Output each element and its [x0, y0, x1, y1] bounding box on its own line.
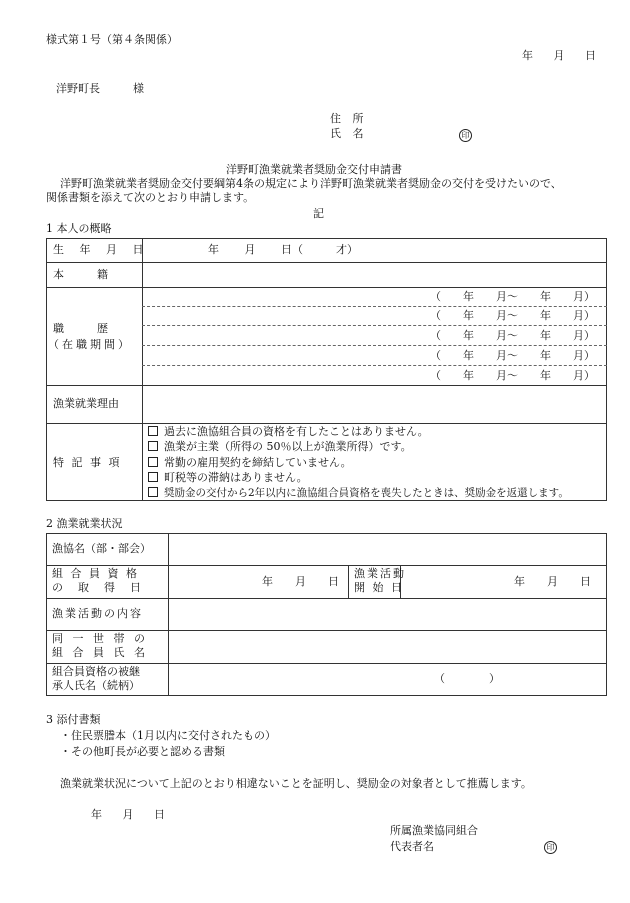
cooperative-name-label: 所属漁業協同組合 — [390, 824, 478, 837]
checkbox-icon[interactable] — [148, 472, 158, 482]
cooperative-label: 漁協名（部・部会） — [52, 542, 151, 555]
intro-line-2: 関係書類を添えて次のとおり申請します。 — [46, 191, 255, 204]
checkbox-icon[interactable] — [148, 487, 158, 497]
attachment-item: ・住民票謄本（1月以内に交付されたもの） — [60, 729, 276, 742]
household-label: 同 一 世 帯 の — [52, 632, 148, 645]
seal-mark-icon: 印 — [459, 129, 472, 142]
career-period-row[interactable]: （ 年 月～ 年 月） — [430, 369, 595, 382]
checkbox-icon[interactable] — [148, 426, 158, 436]
certification-text: 漁業就業状況について上記のとおり相違ないことを証明し、奨励金の対象者として推薦します。 — [60, 777, 532, 790]
activity-start-label: 漁業活動 — [354, 567, 406, 580]
addressee: 洋野町長 様 — [56, 82, 144, 95]
activity-start-date[interactable]: 年 月 日 — [514, 575, 591, 588]
successor-label-2: 承人氏名（続柄） — [52, 679, 140, 692]
document-title: 洋野町漁業就業者奨励金交付申請書 — [226, 163, 402, 176]
representative-label: 代表者名 — [390, 840, 434, 853]
activity-start-label-2: 開 始 日 — [354, 581, 404, 594]
household-label-2: 組 合 員 氏 名 — [52, 646, 148, 659]
special-item: 町税等の滞納はありません。 — [148, 471, 308, 485]
special-notes-label: 特 記 事 項 — [53, 456, 122, 469]
birth-label: 生 年 月 日 — [53, 243, 150, 256]
form-number: 様式第１号（第４条関係） — [46, 33, 178, 46]
name-label: 氏 名 — [330, 127, 368, 140]
honseki-label: 本 籍 — [53, 268, 108, 281]
career-label: 職 歴 — [53, 322, 108, 335]
membership-label: 組 合 員 資 格 — [52, 567, 139, 580]
special-item: 常勤の雇用契約を締結していません。 — [148, 456, 352, 470]
address-label: 住 所 — [330, 112, 368, 125]
career-period-row[interactable]: （ 年 月～ 年 月） — [430, 309, 595, 322]
special-item: 奨励金の交付から2年以内に漁協組合員資格を喪失したときは、奨励金を返還します。 — [148, 486, 569, 500]
attachment-item: ・その他町長が必要と認める書類 — [60, 745, 225, 758]
section2-heading: 2 漁業就業状況 — [46, 517, 123, 530]
membership-label-2: の 取 得 日 — [52, 581, 143, 594]
section3-heading: 3 添付書類 — [46, 713, 101, 726]
career-period-row[interactable]: （ 年 月～ 年 月） — [430, 290, 595, 303]
successor-label: 組合員資格の被継 — [52, 665, 140, 678]
career-period-row[interactable]: （ 年 月～ 年 月） — [430, 349, 595, 362]
checkbox-icon[interactable] — [148, 457, 158, 467]
section1-heading: 1 本人の概略 — [46, 222, 112, 235]
footer-date: 年 月 日 — [91, 808, 167, 821]
reason-label: 漁業就業理由 — [53, 397, 119, 410]
seal-mark-icon: 印 — [544, 841, 557, 854]
career-period-label: （在職期間） — [48, 338, 132, 351]
application-date: 年 月 日 — [522, 49, 598, 62]
special-item: 過去に漁協組合員の資格を有したことはありません。 — [148, 425, 429, 439]
intro-line-1: 洋野町漁業就業者奨励金交付要綱第4条の規定により洋野町漁業就業者奨励金の交付を受けたいので、 — [60, 177, 562, 190]
birth-value[interactable]: 年 月 日（ 才） — [208, 243, 358, 256]
activity-content-label: 漁業活動の内容 — [52, 607, 143, 620]
career-period-row[interactable]: （ 年 月～ 年 月） — [430, 329, 595, 342]
checkbox-icon[interactable] — [148, 441, 158, 451]
special-item: 漁業が主業（所得の 50％以上が漁業所得）です。 — [148, 440, 412, 454]
membership-date[interactable]: 年 月 日 — [262, 575, 339, 588]
ki-mark: 記 — [313, 207, 324, 220]
successor-relationship[interactable]: （ ） — [434, 672, 500, 685]
